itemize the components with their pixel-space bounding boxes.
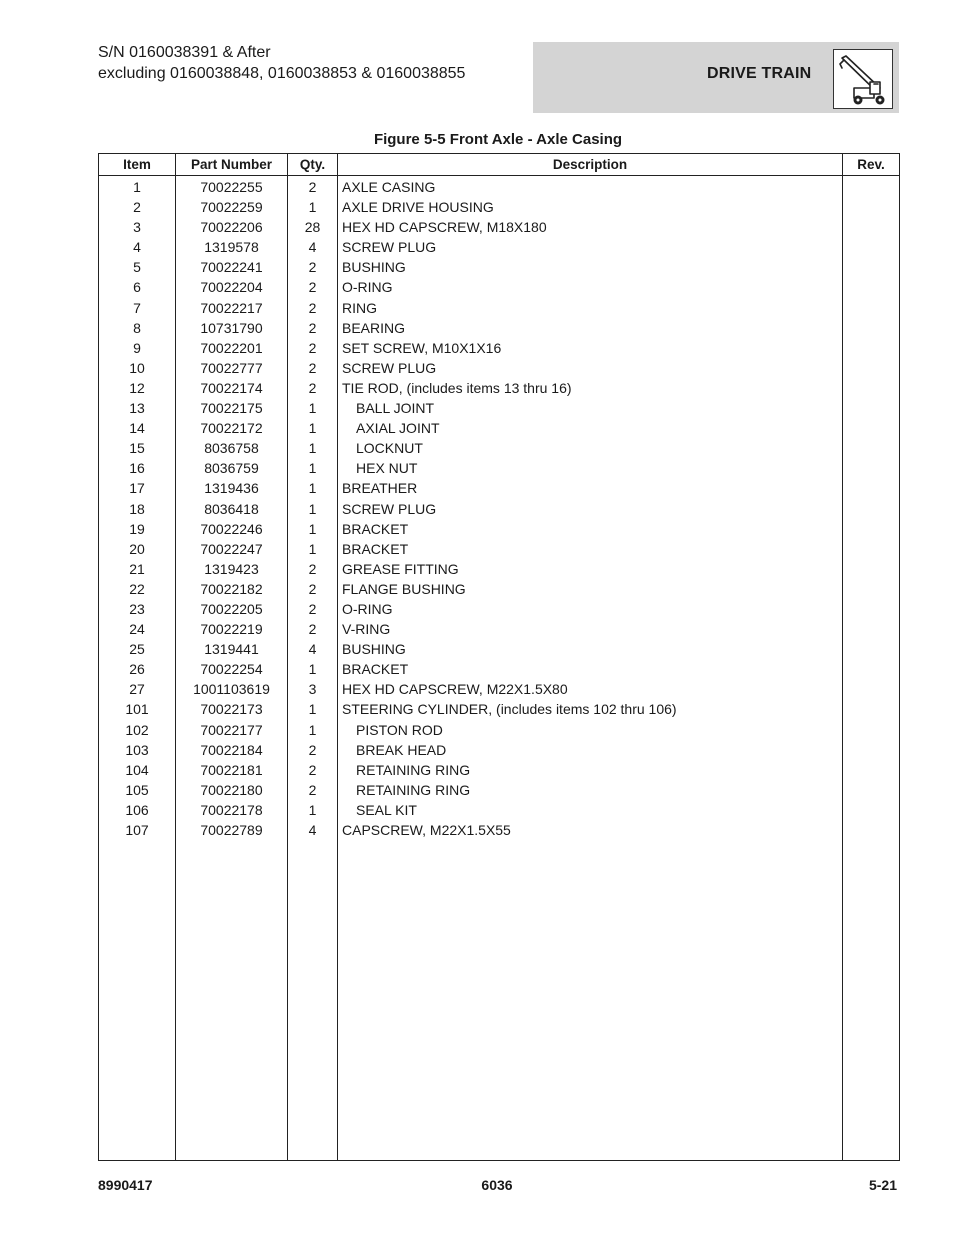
table-row	[99, 318, 900, 338]
cell-part-number: 8036758	[176, 438, 288, 458]
cell-qty: 4	[288, 237, 338, 257]
cell-part-number: 70022182	[176, 579, 288, 599]
table-row	[99, 619, 900, 639]
cell-rev	[843, 499, 900, 519]
cell-description: O-RING	[338, 277, 843, 297]
cell-rev	[843, 237, 900, 257]
cell-rev	[843, 438, 900, 458]
cell-qty: 1	[288, 418, 338, 438]
cell-qty: 2	[288, 338, 338, 358]
serial-line-2: excluding 0160038848, 0160038853 & 0160038855	[98, 65, 466, 82]
cell-qty: 1	[288, 499, 338, 519]
cell-part-number: 70022241	[176, 257, 288, 277]
table-row	[99, 438, 900, 458]
cell-part-number: 70022175	[176, 398, 288, 418]
cell-item: 20	[99, 539, 176, 559]
cell-rev	[843, 599, 900, 619]
cell-part-number: 70022789	[176, 820, 288, 840]
cell-rev	[843, 659, 900, 679]
cell-part-number: 1319578	[176, 237, 288, 257]
cell-item: 18	[99, 499, 176, 519]
column-header-part-number: Part Number	[176, 154, 288, 176]
cell-description: SCREW PLUG	[338, 237, 843, 257]
table-row	[99, 820, 900, 840]
cell-qty: 1	[288, 720, 338, 740]
table-row	[99, 599, 900, 619]
cell-item: 24	[99, 619, 176, 639]
cell-rev	[843, 760, 900, 780]
cell-description: SEAL KIT	[338, 800, 843, 820]
cell-item: 13	[99, 398, 176, 418]
cell-part-number: 8036418	[176, 499, 288, 519]
cell-qty: 2	[288, 619, 338, 639]
serial-line-1: S/N 0160038391 & After	[98, 44, 271, 61]
cell-item: 22	[99, 579, 176, 599]
table-row	[99, 237, 900, 257]
cell-qty: 1	[288, 800, 338, 820]
cell-description: AXLE DRIVE HOUSING	[338, 197, 843, 217]
telehandler-icon	[834, 50, 892, 108]
cell-description: RETAINING RING	[338, 760, 843, 780]
table-row	[99, 277, 900, 297]
cell-qty: 2	[288, 740, 338, 760]
table-row	[99, 257, 900, 277]
cell-qty: 2	[288, 579, 338, 599]
section-title: DRIVE TRAIN	[707, 65, 812, 82]
cell-description: PISTON ROD	[338, 720, 843, 740]
cell-part-number: 70022204	[176, 277, 288, 297]
table-filler-row	[99, 840, 900, 1160]
drive-train-icon	[833, 49, 893, 109]
table-row	[99, 478, 900, 498]
footer-document-number: 8990417	[98, 1177, 153, 1193]
filler-cell	[843, 840, 900, 1160]
cell-item: 104	[99, 760, 176, 780]
cell-rev	[843, 539, 900, 559]
cell-qty: 2	[288, 780, 338, 800]
cell-rev	[843, 277, 900, 297]
cell-item: 16	[99, 458, 176, 478]
cell-item: 103	[99, 740, 176, 760]
cell-description: SET SCREW, M10X1X16	[338, 338, 843, 358]
cell-item: 10	[99, 358, 176, 378]
cell-part-number: 70022180	[176, 780, 288, 800]
footer-page-number: 5-21	[868, 1177, 897, 1193]
table-row	[99, 176, 900, 198]
cell-rev	[843, 257, 900, 277]
cell-part-number: 8036759	[176, 458, 288, 478]
cell-qty: 2	[288, 277, 338, 297]
cell-description: GREASE FITTING	[338, 559, 843, 579]
cell-qty: 28	[288, 217, 338, 237]
cell-qty: 3	[288, 679, 338, 699]
cell-description: RETAINING RING	[338, 780, 843, 800]
cell-rev	[843, 338, 900, 358]
filler-cell	[176, 840, 288, 1160]
table-row	[99, 780, 900, 800]
cell-rev	[843, 398, 900, 418]
cell-qty: 2	[288, 378, 338, 398]
cell-qty: 1	[288, 197, 338, 217]
cell-description: BUSHING	[338, 257, 843, 277]
table-row	[99, 458, 900, 478]
cell-description: BEARING	[338, 318, 843, 338]
cell-rev	[843, 619, 900, 639]
cell-part-number: 70022172	[176, 418, 288, 438]
cell-part-number: 1319441	[176, 639, 288, 659]
cell-part-number: 1319436	[176, 478, 288, 498]
cell-item: 4	[99, 237, 176, 257]
filler-cell	[288, 840, 338, 1160]
cell-qty: 2	[288, 318, 338, 338]
cell-item: 101	[99, 699, 176, 719]
cell-qty: 2	[288, 559, 338, 579]
cell-rev	[843, 217, 900, 237]
cell-part-number: 70022777	[176, 358, 288, 378]
cell-rev	[843, 720, 900, 740]
cell-rev	[843, 176, 900, 198]
cell-qty: 2	[288, 358, 338, 378]
cell-part-number: 70022205	[176, 599, 288, 619]
cell-part-number: 10731790	[176, 318, 288, 338]
cell-description: TIE ROD, (includes items 13 thru 16)	[338, 378, 843, 398]
cell-item: 21	[99, 559, 176, 579]
cell-part-number: 70022178	[176, 800, 288, 820]
table-row	[99, 298, 900, 318]
cell-description: BREAK HEAD	[338, 740, 843, 760]
parts-table	[98, 153, 900, 1161]
cell-rev	[843, 519, 900, 539]
table-row	[99, 398, 900, 418]
table-row	[99, 499, 900, 519]
cell-rev	[843, 298, 900, 318]
cell-description: O-RING	[338, 599, 843, 619]
cell-rev	[843, 318, 900, 338]
table-row	[99, 579, 900, 599]
table-row	[99, 699, 900, 719]
cell-part-number: 70022254	[176, 659, 288, 679]
footer-model-number: 6036	[481, 1177, 513, 1193]
cell-qty: 2	[288, 257, 338, 277]
table-row	[99, 519, 900, 539]
cell-description: CAPSCREW, M22X1.5X55	[338, 820, 843, 840]
cell-rev	[843, 478, 900, 498]
cell-rev	[843, 579, 900, 599]
cell-item: 15	[99, 438, 176, 458]
cell-part-number: 70022201	[176, 338, 288, 358]
cell-description: SCREW PLUG	[338, 499, 843, 519]
cell-rev	[843, 780, 900, 800]
cell-qty: 1	[288, 539, 338, 559]
column-header-item: Item	[99, 154, 176, 176]
cell-description: HEX HD CAPSCREW, M18X180	[338, 217, 843, 237]
cell-item: 12	[99, 378, 176, 398]
cell-description: BRACKET	[338, 519, 843, 539]
cell-part-number: 70022255	[176, 176, 288, 198]
cell-item: 6	[99, 277, 176, 297]
table-row	[99, 720, 900, 740]
table-row	[99, 639, 900, 659]
table-row	[99, 338, 900, 358]
cell-item: 17	[99, 478, 176, 498]
cell-description: FLANGE BUSHING	[338, 579, 843, 599]
table-row	[99, 760, 900, 780]
column-header-description: Description	[338, 154, 843, 176]
cell-part-number: 70022247	[176, 539, 288, 559]
cell-item: 5	[99, 257, 176, 277]
cell-part-number: 70022217	[176, 298, 288, 318]
cell-description: HEX HD CAPSCREW, M22X1.5X80	[338, 679, 843, 699]
cell-item: 26	[99, 659, 176, 679]
cell-rev	[843, 699, 900, 719]
cell-qty: 2	[288, 760, 338, 780]
column-header-rev: Rev.	[843, 154, 900, 176]
cell-item: 9	[99, 338, 176, 358]
cell-description: RING	[338, 298, 843, 318]
cell-qty: 1	[288, 659, 338, 679]
cell-item: 14	[99, 418, 176, 438]
cell-qty: 1	[288, 699, 338, 719]
cell-qty: 2	[288, 176, 338, 198]
cell-qty: 4	[288, 820, 338, 840]
cell-rev	[843, 458, 900, 478]
cell-qty: 1	[288, 398, 338, 418]
cell-part-number: 70022181	[176, 760, 288, 780]
cell-description: BRACKET	[338, 659, 843, 679]
cell-item: 2	[99, 197, 176, 217]
cell-rev	[843, 740, 900, 760]
cell-item: 25	[99, 639, 176, 659]
figure-title: Figure 5-5 Front Axle - Axle Casing	[373, 131, 623, 148]
cell-qty: 1	[288, 458, 338, 478]
table-row	[99, 358, 900, 378]
cell-description: STEERING CYLINDER, (includes items 102 thru 106)	[338, 699, 843, 719]
cell-part-number: 70022184	[176, 740, 288, 760]
cell-rev	[843, 418, 900, 438]
table-row	[99, 378, 900, 398]
cell-rev	[843, 358, 900, 378]
cell-item: 27	[99, 679, 176, 699]
cell-rev	[843, 378, 900, 398]
column-header-qty: Qty.	[288, 154, 338, 176]
table-header-row	[99, 154, 900, 176]
table-row	[99, 679, 900, 699]
cell-description: AXLE CASING	[338, 176, 843, 198]
table-row	[99, 418, 900, 438]
cell-description: V-RING	[338, 619, 843, 639]
filler-cell	[338, 840, 843, 1160]
parts-table-body	[99, 176, 900, 1161]
cell-description: BREATHER	[338, 478, 843, 498]
cell-item: 3	[99, 217, 176, 237]
table-row	[99, 800, 900, 820]
cell-rev	[843, 197, 900, 217]
cell-rev	[843, 639, 900, 659]
cell-item: 106	[99, 800, 176, 820]
cell-qty: 1	[288, 438, 338, 458]
cell-part-number: 70022206	[176, 217, 288, 237]
filler-cell	[99, 840, 176, 1160]
cell-item: 1	[99, 176, 176, 198]
cell-part-number: 1001103619	[176, 679, 288, 699]
cell-description: AXIAL JOINT	[338, 418, 843, 438]
cell-description: SCREW PLUG	[338, 358, 843, 378]
cell-item: 8	[99, 318, 176, 338]
cell-part-number: 70022177	[176, 720, 288, 740]
cell-item: 102	[99, 720, 176, 740]
cell-rev	[843, 679, 900, 699]
cell-qty: 2	[288, 599, 338, 619]
cell-part-number: 1319423	[176, 559, 288, 579]
cell-description: BRACKET	[338, 539, 843, 559]
cell-part-number: 70022246	[176, 519, 288, 539]
cell-part-number: 70022219	[176, 619, 288, 639]
cell-item: 105	[99, 780, 176, 800]
cell-rev	[843, 820, 900, 840]
cell-rev	[843, 559, 900, 579]
cell-description: BALL JOINT	[338, 398, 843, 418]
cell-qty: 2	[288, 298, 338, 318]
cell-part-number: 70022174	[176, 378, 288, 398]
table-row	[99, 217, 900, 237]
cell-part-number: 70022173	[176, 699, 288, 719]
section-header-box	[533, 42, 899, 113]
cell-item: 23	[99, 599, 176, 619]
table-row	[99, 197, 900, 217]
cell-item: 19	[99, 519, 176, 539]
cell-item: 107	[99, 820, 176, 840]
cell-rev	[843, 800, 900, 820]
cell-description: BUSHING	[338, 639, 843, 659]
cell-description: HEX NUT	[338, 458, 843, 478]
cell-qty: 4	[288, 639, 338, 659]
table-row	[99, 659, 900, 679]
table-row	[99, 740, 900, 760]
serial-number-header	[98, 42, 528, 84]
cell-item: 7	[99, 298, 176, 318]
cell-qty: 1	[288, 519, 338, 539]
cell-description: LOCKNUT	[338, 438, 843, 458]
cell-qty: 1	[288, 478, 338, 498]
cell-part-number: 70022259	[176, 197, 288, 217]
table-row	[99, 539, 900, 559]
table-row	[99, 559, 900, 579]
